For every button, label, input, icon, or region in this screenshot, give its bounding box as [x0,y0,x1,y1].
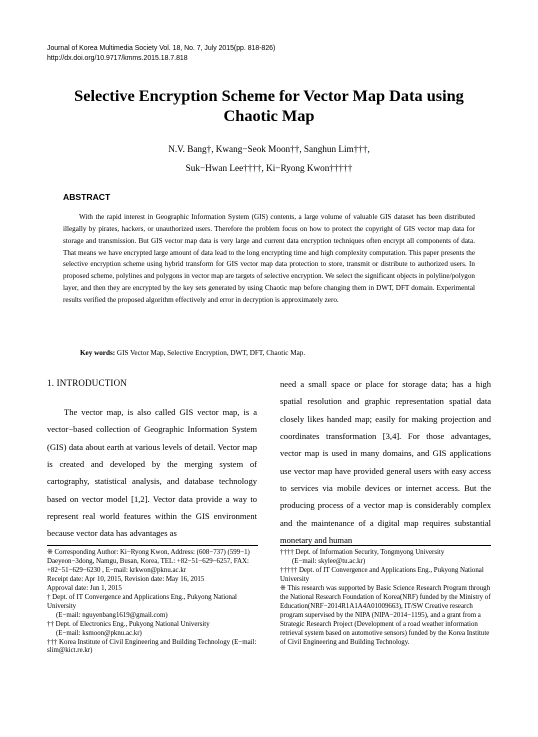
keywords-label: Key words: [80,349,116,357]
footnotes-right [280,549,491,647]
affiliation-5: ††††† Dept. of IT Convergence and Applications Eng., Pukyong National University [280,566,484,583]
affiliation-2-email: (E−mail: ksmoon@pknu.ac.kr) [56,629,142,637]
paper-title: Selective Encryption Scheme for Vector Map Data using Chaotic Map [74,86,464,125]
authors-line-2: Suk−Hwan Lee††††, Ki−Ryong Kwon††††† [185,163,353,173]
affiliation-1-email: (E−mail: nguyenbang1619@gmail.com) [56,611,168,619]
affiliation-3: ††† Korea Institute of Civil Engineering and Building Technology (E−mail: slim@kict.re.kr) [47,638,257,655]
doi-link[interactable]: http://dx.doi.org/10.9717/kmms.2015.18.7.818 [47,55,188,62]
affiliation-4-email: (E−mail: skylee@tu.ac.kr) [292,557,366,565]
footnote-divider-right [280,545,491,546]
journal-citation: Journal of Korea Multimedia Society Vol. 18, No. 7, July 2015(pp. 818-826) [47,45,276,52]
affiliation-2: †† Dept. of Electronics Eng., Pukyong National University [47,620,210,628]
section-heading-introduction: 1. INTRODUCTION [47,378,127,388]
affiliation-4: †††† Dept. of Information Security, Tongmyong University [280,549,445,556]
introduction-left-column: The vector map, is also called GIS vector map, is a vector−based collection of Geographic Information System (GIS) data about earth at various levels of detail. Vector map is created and developed by the merging system of cartography, statistical analysis, and database technology based on vector model [1,2]. Vector data provide a way to represent real world features within the GIS environment because vector data has advantages as [47,407,257,539]
receipt-date: Receipt date: Apr 10, 2015, Revision date: May 16, 2015 [47,575,205,583]
abstract-heading: ABSTRACT [63,192,111,202]
footnote-divider-left [47,545,258,546]
approval-date: Approval date: Jun 1, 2015 [47,584,122,592]
journal-header [47,44,275,64]
introduction-right-column: need a small space or place for storage data; has a high spatial resolution and graphic representation spatial data closely likes handed map; easily for making projection and coordinates transformation [3,4]. For those advantages, vector map is used in many domains, and GIS applications use vector map have provided general users with easy access to services via mobile devices or internet access. But the producing process of a vector map is considerably complex and the maintenance of a digital map requires substantial monetary and human [280,379,491,546]
keywords [80,348,305,358]
corresponding-author-note: ※ Corresponding Author: Ki−Ryong Kwon, Address: (608−737) (599−1) Daeyeon−3dong, Namgu, Busan, Korea, TEL: +82−51−629−6257, FAX: +82−51−629−6230 , E−mail: krkwon@pknu.ac.kr [47,549,250,574]
keywords-list: GIS Vector Map, Selective Encryption, DWT, DFT, Chaotic Map. [116,349,306,357]
footnotes-left [47,549,259,656]
authors-line-1: N.V. Bang†, Kwang−Seok Moon††, Sanghun Lim†††, [168,144,370,154]
funding-note: ※ This research was supported by Basic Science Research Program through the National Research Foundation of Korea(NRF) funded by the Ministry of Education(NRF−2014R1A1A4A01009663), IT/SW Creative research program supervised by the NIPA (NIPA−2014−1195), and a grant from a Strategic Research Project (Development of a road weather information retrieval system based on automotive sensors) funded by the Korea Institute of Civil Engineering and Building Technology. [280,584,491,646]
affiliation-1: † Dept. of IT Convergence and Applications Eng., Pukyong National University [47,593,237,610]
abstract-text: With the rapid interest in Geographic Information System (GIS) contents, a large volume of valuable GIS dataset has been distributed illegally by pirates, hackers, or unauthorized users. Therefore the problem focus on how to protect the copyright of GIS vector map data for storage and transmission. But GIS vector map data is very large and current data encryption techniques often encrypt all components of data. That means we have encrypted large amount of data lead to the long encrypting time and high complexity computation. This paper presents the selective encryption scheme using hybrid transform for GIS vector map data protection to store, transmit or distribute to authorized users. In proposed scheme, polylines and polygons in vector map are targets of selective encryption. We select the significant objects in polyline/polygon layer, and then they are encrypted by the key sets generated by using Chaotic map before changing them in DWT, DFT domain. Experimental results verified the proposed algorithm effectively and error in decryption is approximately zero. [63,213,475,304]
author-list [47,140,491,178]
